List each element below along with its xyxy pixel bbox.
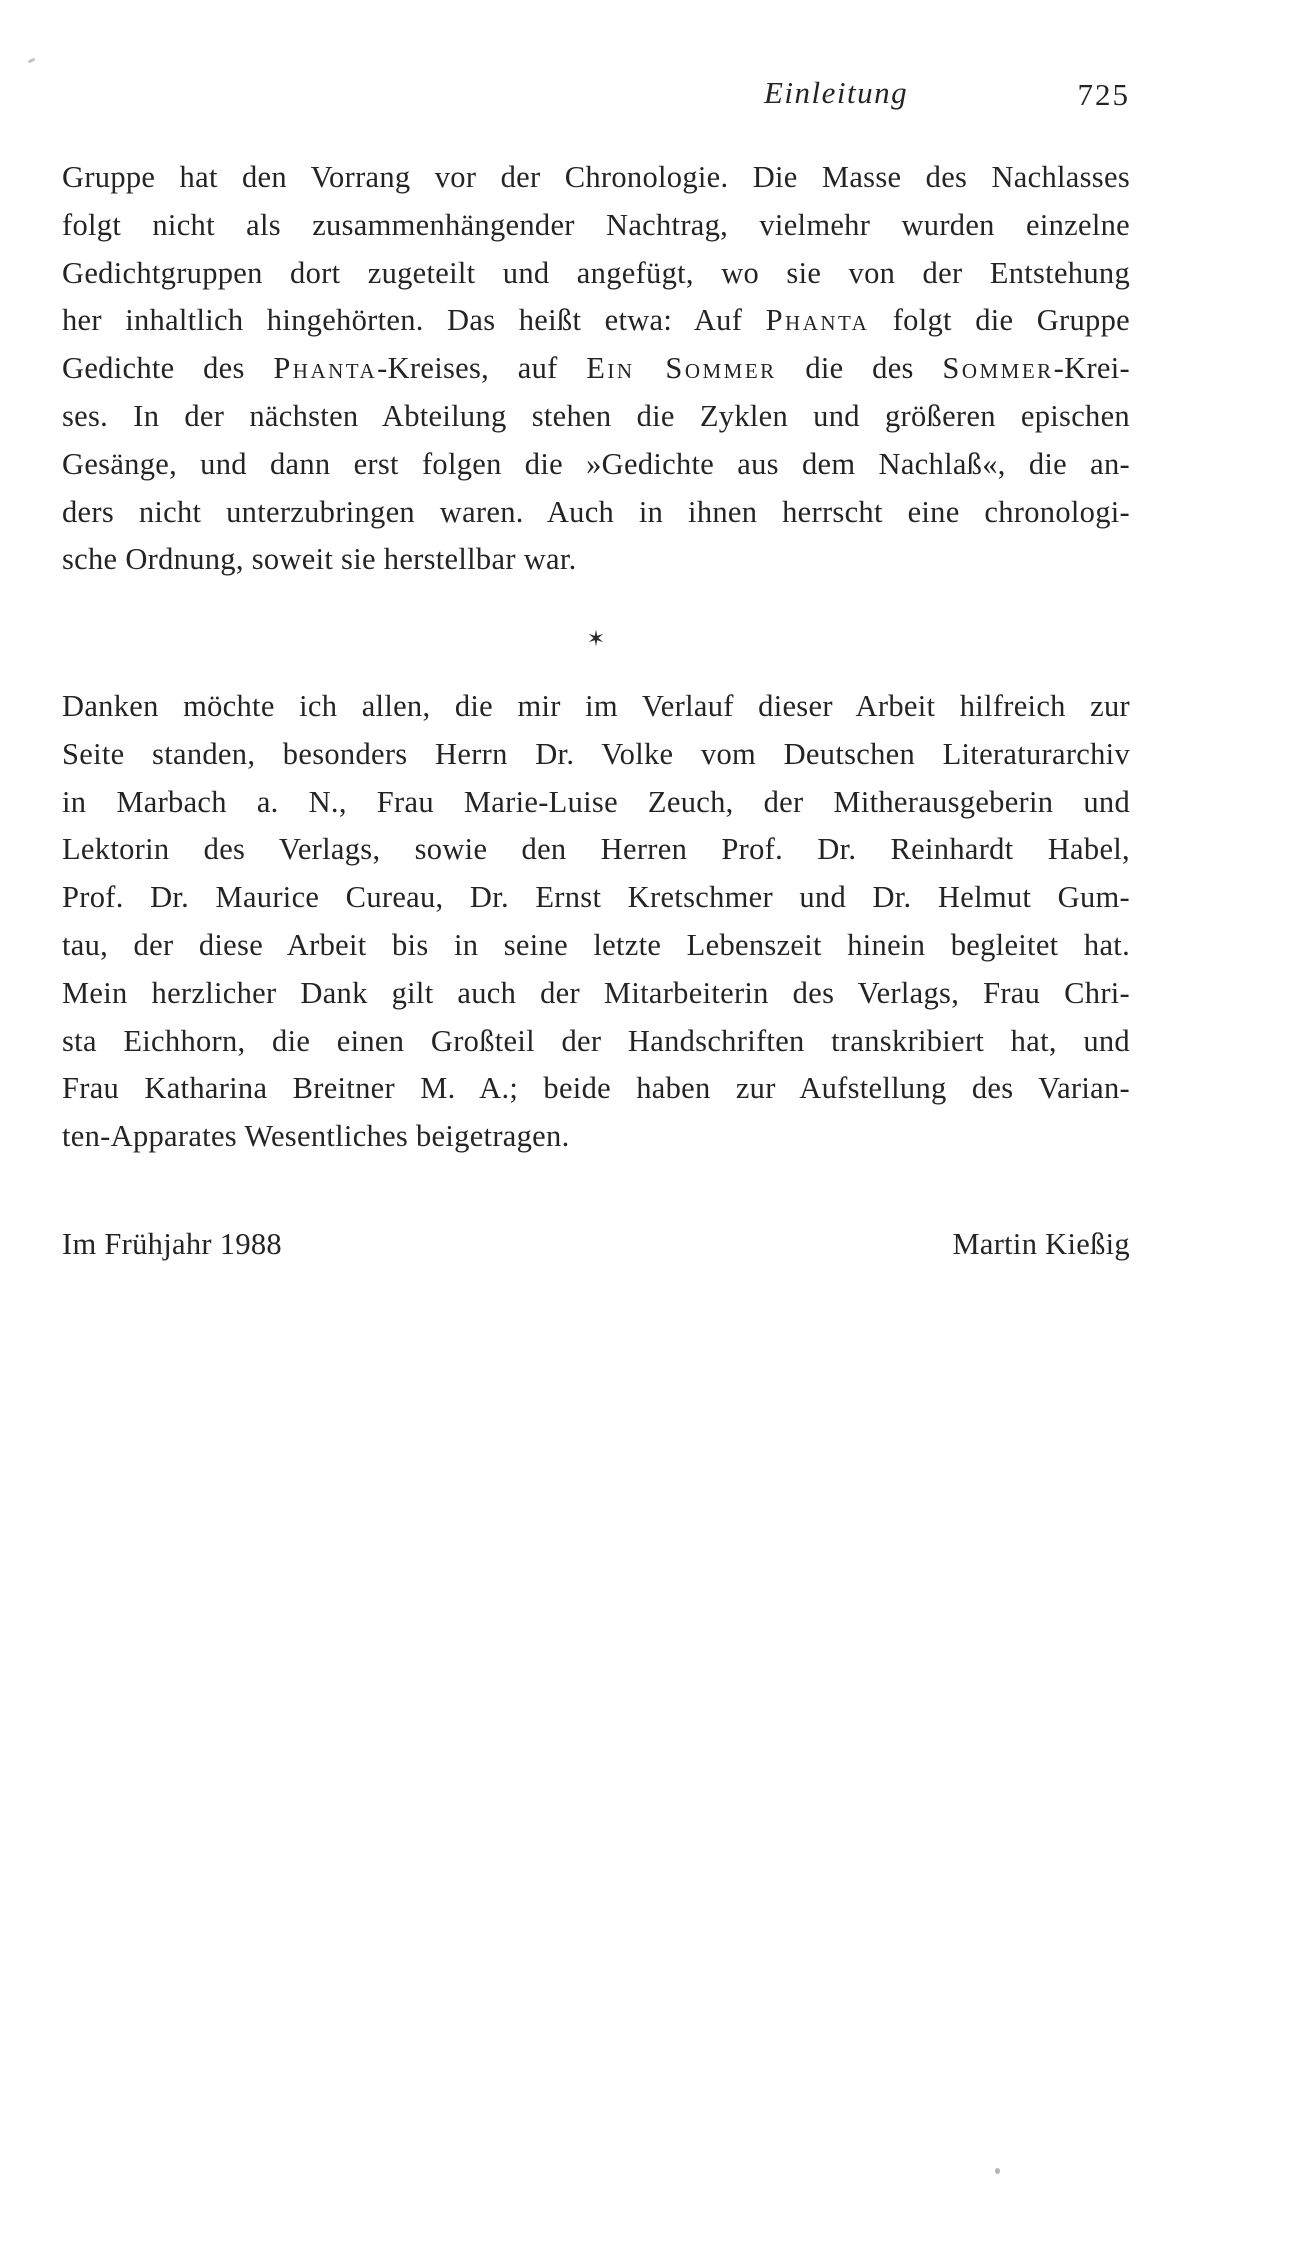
text-run: -Kreises, auf — [377, 351, 587, 386]
text-run: -Krei- — [1053, 351, 1130, 386]
text-run: tau, der diese Arbeit bis in seine letzte Lebenszeit hinein begleitet hat. — [62, 927, 1130, 962]
text-run: in Marbach a. N., Frau Marie-Luise Zeuch, der Mitherausgeberin und — [62, 784, 1130, 819]
page-number: 725 — [1077, 77, 1130, 112]
text-line — [62, 922, 1130, 970]
text-line — [62, 970, 1130, 1018]
scan-artifact — [28, 58, 36, 64]
small-caps-title: Phanta — [765, 303, 870, 338]
text-run: sta Eichhorn, die einen Großteil der Handschriften transkribiert hat, und — [62, 1023, 1130, 1058]
signature-row — [62, 1221, 1130, 1269]
small-caps-title: Ein Sommer — [586, 351, 777, 386]
text-line — [62, 297, 1130, 345]
text-line — [62, 1018, 1130, 1066]
small-caps-title: Sommer — [942, 351, 1054, 386]
text-line — [62, 826, 1130, 874]
text-run: Gedichtgruppen dort zugeteilt und angefügt, wo sie von der Entstehung — [62, 255, 1130, 290]
signature-date: Im Frühjahr 1988 — [62, 1227, 282, 1261]
text-run: her inhaltlich hingehörten. Das heißt etwa: Auf — [62, 303, 766, 338]
text-line — [62, 683, 1130, 731]
text-line — [62, 536, 1130, 584]
text-run: folgt die Gruppe — [869, 303, 1130, 338]
text-line — [62, 154, 1130, 202]
section-separator — [62, 627, 1130, 653]
text-line — [62, 489, 1130, 537]
text-run: Danken möchte ich allen, die mir im Verlauf dieser Arbeit hilfreich zur — [62, 689, 1130, 723]
text-line — [62, 1065, 1130, 1113]
text-block — [62, 0, 1130, 2256]
text-line — [62, 731, 1130, 779]
text-run: ten-Apparates Wesentliches beigetragen. — [62, 1119, 570, 1154]
text-line — [62, 250, 1130, 298]
text-line — [62, 441, 1130, 489]
text-run: ses. In der nächsten Abteilung stehen die Zyklen und größeren epischen — [62, 398, 1130, 433]
text-line — [62, 345, 1130, 393]
text-run: Frau Katharina Breitner M. A.; beide haben zur Aufstellung des Varian- — [62, 1071, 1130, 1106]
running-title: Einleitung — [764, 75, 909, 110]
text-run: Seite standen, besonders Herrn Dr. Volke vom Deutschen Literaturarchiv — [62, 736, 1130, 771]
text-run: folgt nicht als zusammenhängender Nachtrag, vielmehr wurden einzelne — [62, 207, 1130, 242]
signature-name: Martin Kießig — [952, 1227, 1130, 1261]
paragraph-acknowledgements — [62, 683, 1130, 1161]
text-run: ders nicht unterzubringen waren. Auch in ihnen herrscht eine chronologi- — [62, 494, 1130, 529]
text-line — [62, 393, 1130, 441]
text-run: Mein herzlicher Dank gilt auch der Mitarbeiterin des Verlags, Frau Chri- — [62, 975, 1130, 1010]
text-run: sche Ordnung, soweit sie herstellbar war. — [62, 542, 577, 577]
text-line — [62, 779, 1130, 827]
text-line — [62, 1113, 1130, 1161]
asterisk-glyph: ✶ — [586, 627, 606, 652]
text-run: Gesänge, und dann erst folgen die »Gedichte aus dem Nachlaß«, die an- — [62, 446, 1130, 481]
text-run: Gedichte des — [62, 351, 274, 386]
text-run: Lektorin des Verlags, sowie den Herren Prof. Dr. Reinhardt Habel, — [62, 832, 1130, 867]
scan-artifact — [995, 2168, 1000, 2174]
text-run: Gruppe hat den Vorrang vor der Chronologie. Die Masse des Nachlasses — [62, 160, 1130, 194]
text-line — [62, 874, 1130, 922]
text-run: Prof. Dr. Maurice Cureau, Dr. Ernst Kretschmer und Dr. Helmut Gum- — [62, 880, 1130, 915]
small-caps-title: Phanta — [273, 351, 378, 386]
text-line — [62, 202, 1130, 250]
paragraph-continuation — [62, 154, 1130, 584]
text-run: die des — [776, 351, 943, 386]
